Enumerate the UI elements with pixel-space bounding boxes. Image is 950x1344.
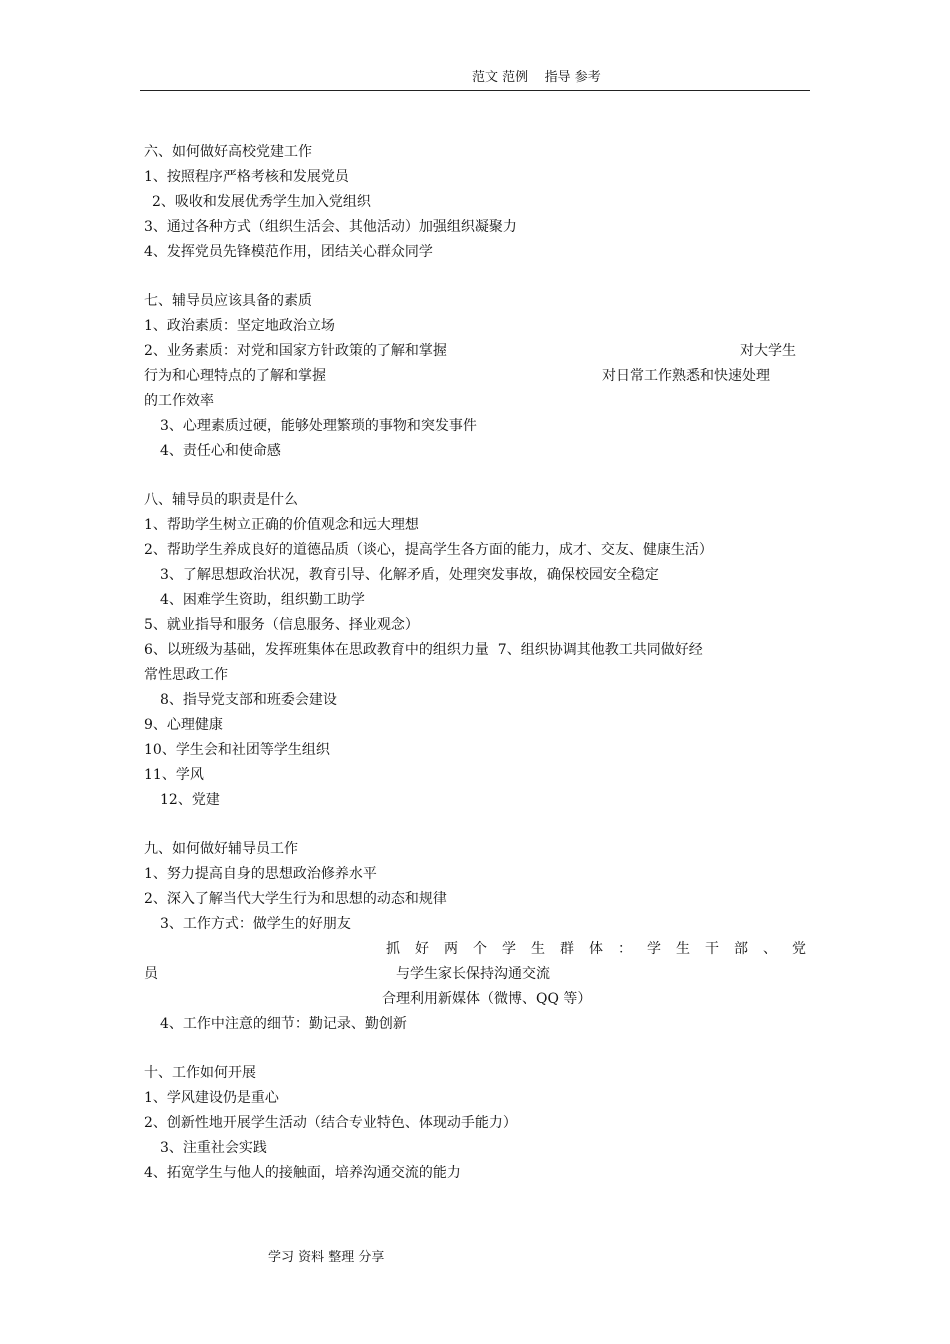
section-9-item-3-sub-b: 与学生家长保持沟通交流 [396, 966, 550, 982]
section-7-item-1: 1、政治素质：坚定地政治立场 [144, 318, 335, 334]
section-9-item-1: 1、努力提高自身的思想政治修养水平 [144, 866, 377, 882]
section-8-item-6: 6、以班级为基础，发挥班集体在思政教育中的组织力量 7、组织协调其他教工共同做好经 [144, 642, 703, 658]
section-6-title: 六、如何做好高校党建工作 [144, 144, 312, 160]
section-7-item-2-part-b: 对大学生 [740, 343, 796, 359]
justified-char: 生 [531, 941, 545, 957]
justified-char: ： [618, 941, 632, 957]
section-9-item-2: 2、深入了解当代大学生行为和思想的动态和规律 [144, 891, 447, 907]
section-10-item-1: 1、学风建设仍是重心 [144, 1090, 279, 1106]
section-8-item-4: 4、困难学生资助，组织勤工助学 [160, 592, 365, 608]
justified-char: 两 [444, 941, 458, 957]
section-7-item-2-part-e: 的工作效率 [144, 393, 214, 409]
page-header [140, 70, 810, 91]
section-7-item-2-part-a: 2、业务素质：对党和国家方针政策的了解和掌握 [144, 343, 447, 359]
justified-char: 、 [763, 941, 777, 957]
section-8-item-12: 12、党建 [160, 792, 220, 808]
section-8-item-3: 3、了解思想政治状况，教育引导、化解矛盾，处理突发事故，确保校园安全稳定 [160, 567, 659, 583]
section-10-item-3: 3、注重社会实践 [160, 1140, 267, 1156]
section-6-item-4: 4、发挥党员先锋模范作用，团结关心群众同学 [144, 244, 433, 260]
section-10-item-2: 2、创新性地开展学生活动（结合专业特色、体现动手能力） [144, 1115, 517, 1131]
section-8-item-6-continued: 常性思政工作 [144, 667, 228, 683]
justified-char: 生 [676, 941, 690, 957]
section-8-item-1: 1、帮助学生树立正确的价值观念和远大理想 [144, 517, 419, 533]
section-8-item-8: 8、指导党支部和班委会建设 [160, 692, 337, 708]
justified-char: 个 [473, 941, 487, 957]
section-9-item-3-sub-a-end: 员 [144, 966, 158, 982]
section-8-item-5: 5、就业指导和服务（信息服务、择业观念） [144, 617, 419, 633]
section-10-item-4: 4、拓宽学生与他人的接触面，培养沟通交流的能力 [144, 1165, 461, 1181]
justified-char: 好 [415, 941, 429, 957]
justified-char: 抓 [386, 941, 400, 957]
section-7-title: 七、辅导员应该具备的素质 [144, 293, 312, 309]
section-7-item-2-part-d: 对日常工作熟悉和快速处理 [602, 368, 770, 384]
header-text: 范文 范例 指导 参考 [472, 70, 601, 85]
section-7-item-3: 3、心理素质过硬，能够处理繁琐的事物和突发事件 [160, 418, 477, 434]
section-8-item-2: 2、帮助学生养成良好的道德品质（谈心，提高学生各方面的能力，成才、交友、健康生活） [144, 542, 713, 558]
section-7-item-4: 4、责任心和使命感 [160, 443, 281, 459]
justified-char: 学 [502, 941, 516, 957]
section-10-title: 十、工作如何开展 [144, 1065, 256, 1081]
justified-char: 党 [792, 941, 806, 957]
section-8-title: 八、辅导员的职责是什么 [144, 492, 298, 508]
section-9-item-3-sub-a [386, 940, 806, 958]
section-6-item-1: 1、按照程序严格考核和发展党员 [144, 169, 349, 185]
section-8-item-9: 9、心理健康 [144, 717, 223, 733]
page-footer: 学习 资料 整理 分享 [268, 1250, 385, 1265]
justified-char: 干 [705, 941, 719, 957]
justified-char: 部 [734, 941, 748, 957]
section-6-item-3: 3、通过各种方式（组织生活会、其他活动）加强组织凝聚力 [144, 219, 517, 235]
justified-char: 群 [560, 941, 574, 957]
section-9-item-4: 4、工作中注意的细节：勤记录、勤创新 [160, 1016, 407, 1032]
section-9-item-3-sub-c: 合理利用新媒体（微博、QQ 等） [382, 991, 592, 1007]
section-7-item-2-part-c: 行为和心理特点的了解和掌握 [144, 368, 326, 384]
justified-char: 学 [647, 941, 661, 957]
section-9-title: 九、如何做好辅导员工作 [144, 841, 298, 857]
section-8-item-10: 10、学生会和社团等学生组织 [144, 742, 330, 758]
section-9-item-3: 3、工作方式：做学生的好朋友 [160, 916, 351, 932]
section-6-item-2: 2、吸收和发展优秀学生加入党组织 [152, 194, 371, 210]
section-8-item-11: 11、学风 [144, 767, 204, 783]
justified-char: 体 [589, 941, 603, 957]
